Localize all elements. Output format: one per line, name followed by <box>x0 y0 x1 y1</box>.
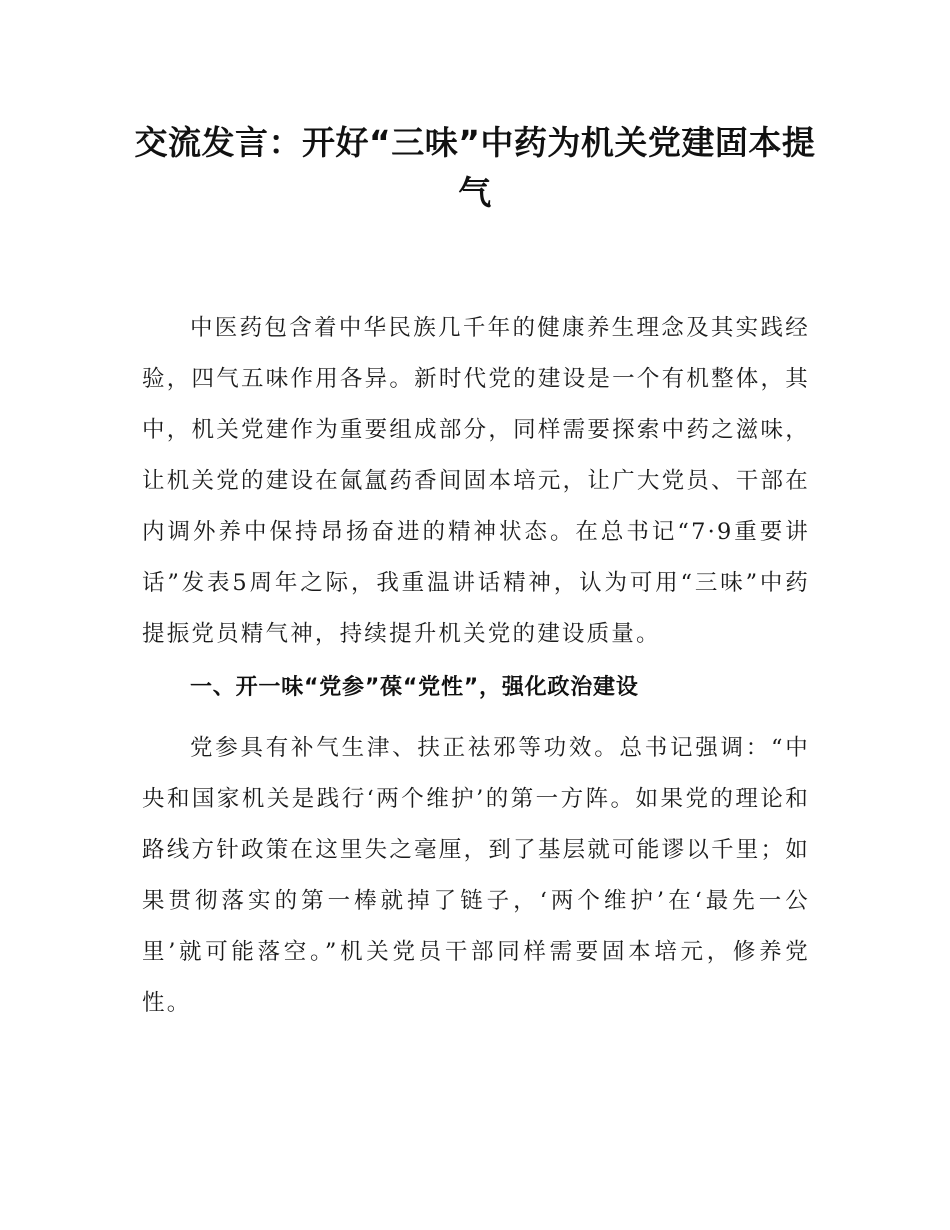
intro-paragraph: 中医药包含着中华民族几千年的健康养生理念及其实践经验，四气五味作用各异。新时代党的建设是一个有机整体，其中，机关党建作为重要组成部分，同样需要探索中药之滋味，让机关党的建设在氤氲药香间固本培元，让广大党员、干部在内调外养中保持昂扬奋进的精神状态。在总书记“7·9重要讲话”发表5周年之际，我重温讲话精神，认为可用“三味”中药提振党员精气神，持续提升机关党的建设质量。 <box>142 315 810 647</box>
document-title: 交流发言：开好“三味”中药为机关党建固本提气 <box>134 123 816 212</box>
section-1-paragraph: 党参具有补气生津、扶正祛邪等功效。总书记强调：“中央和国家机关是践行‘两个维护’的第一方阵。如果党的理论和路线方针政策在这里失之毫厘，到了基层就可能谬以千里；如果贯彻落实的第一棒就掉了链子，‘两个维护’在‘最先一公里’就可能落空。”机关党员干部同样需要固本培元，修养党性。 <box>142 735 810 1016</box>
section-heading-1: 一、开一味“党参”葆“党性”，强化政治建设 <box>190 675 639 700</box>
